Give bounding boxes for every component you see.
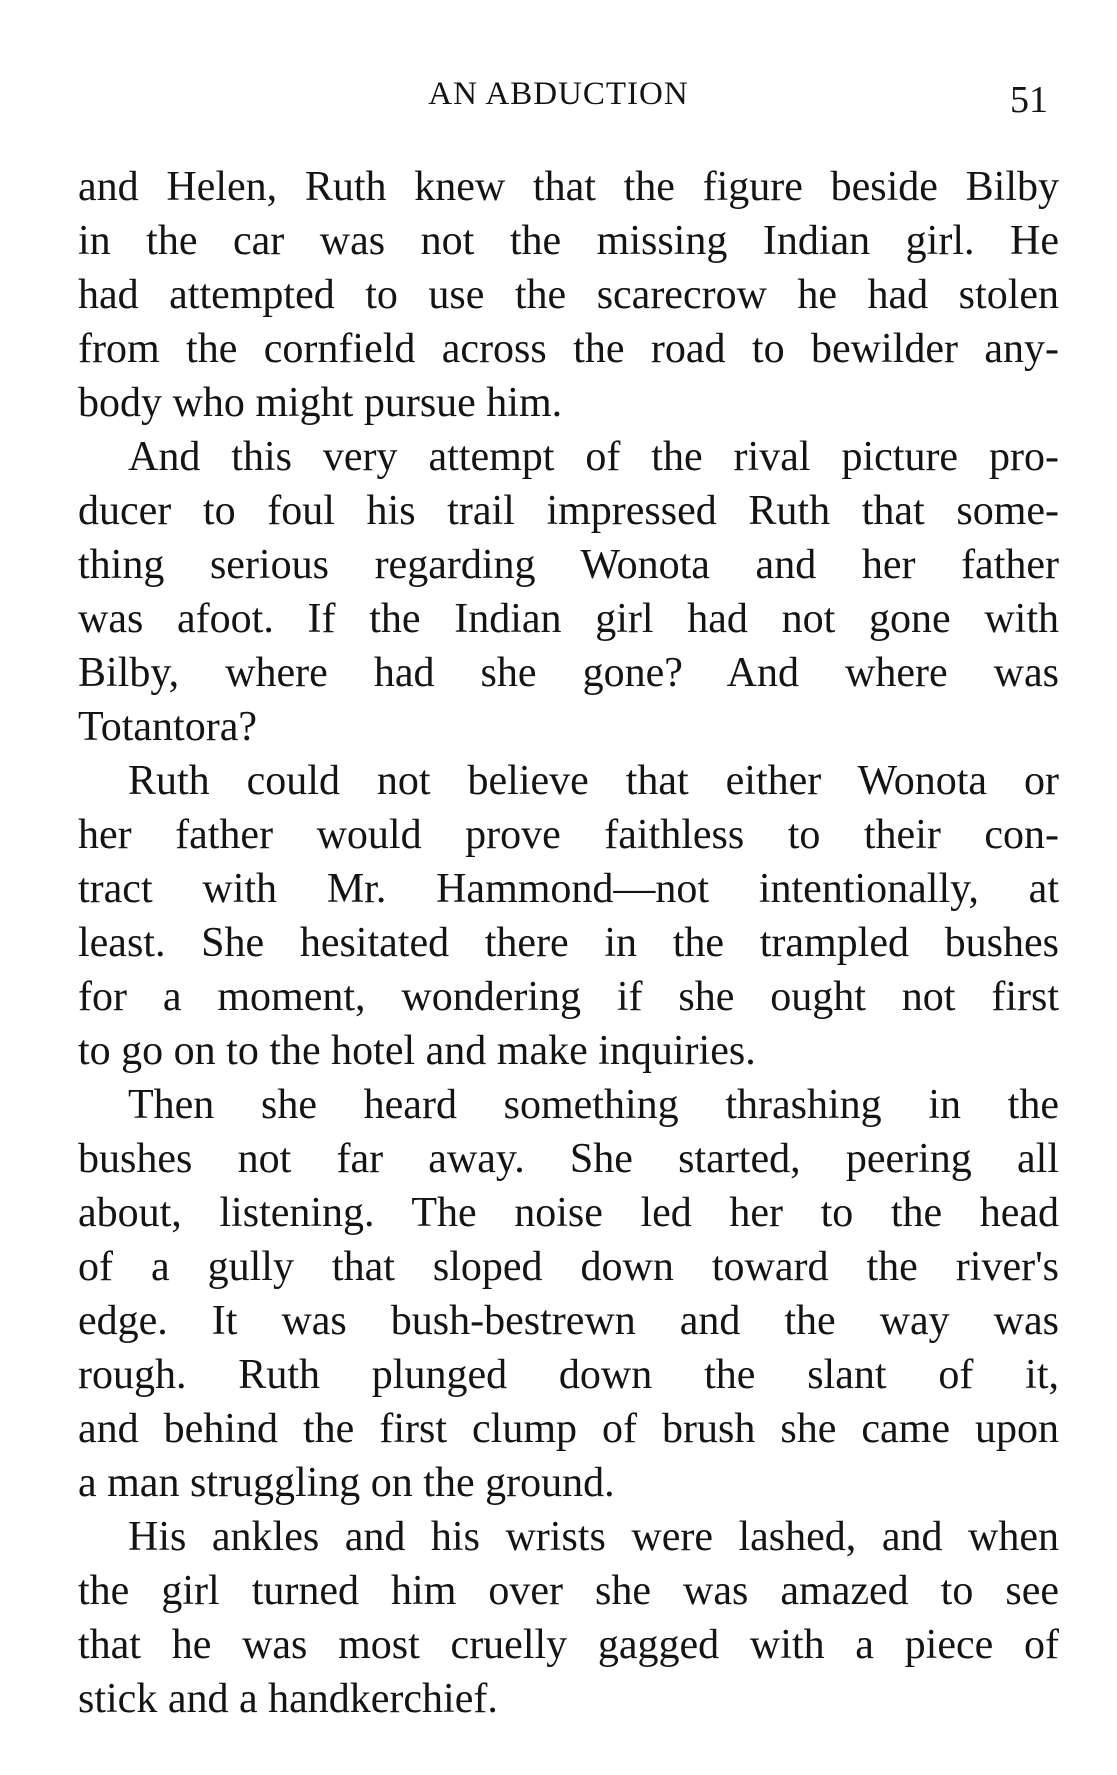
- text-line: Totantora?: [78, 704, 257, 750]
- text-line: stick and a handkerchief.: [78, 1676, 498, 1722]
- text-line: a man struggling on the ground.: [78, 1460, 615, 1506]
- text-line: that he was most cruelly gagged with a piece of: [78, 1622, 1059, 1668]
- text-line: about, listening. The noise led her to the head: [78, 1190, 1059, 1236]
- text-line: her father would prove faithless to their con-: [78, 812, 1059, 858]
- paragraph-5: [78, 1510, 1059, 1726]
- text-line: least. She hesitated there in the trampled bushes: [78, 920, 1059, 966]
- text-line: ducer to foul his trail impressed Ruth that some-: [78, 488, 1059, 534]
- text-line: thing serious regarding Wonota and her father: [78, 542, 1059, 588]
- text-line: His ankles and his wrists were lashed, and when: [128, 1514, 1059, 1560]
- text-line: for a moment, wondering if she ought not first: [78, 974, 1059, 1020]
- running-title: AN ABDUCTION: [428, 76, 689, 112]
- text-line: bushes not far away. She started, peering all: [78, 1136, 1059, 1182]
- paragraph-4: [78, 1078, 1059, 1510]
- running-head: [0, 72, 1117, 122]
- text-line: from the cornfield across the road to bewilder any-: [78, 326, 1059, 372]
- text-line: Ruth could not believe that either Wonota or: [128, 758, 1059, 804]
- text-line: And this very attempt of the rival picture pro-: [128, 434, 1059, 480]
- text-line: body who might pursue him.: [78, 380, 563, 426]
- text-line: and Helen, Ruth knew that the figure beside Bilby: [78, 164, 1059, 210]
- body-text: [78, 160, 1059, 1726]
- text-line: rough. Ruth plunged down the slant of it,: [78, 1352, 1059, 1398]
- text-line: Then she heard something thrashing in the: [128, 1082, 1059, 1128]
- paragraph-2: [78, 430, 1059, 754]
- text-line: had attempted to use the scarecrow he had stolen: [78, 272, 1059, 318]
- text-line: Bilby, where had she gone? And where was: [78, 650, 1059, 696]
- paragraph-3: [78, 754, 1059, 1078]
- text-line: tract with Mr. Hammond—not intentionally, at: [78, 866, 1059, 912]
- text-line: edge. It was bush-bestrewn and the way was: [78, 1298, 1059, 1344]
- text-line: to go on to the hotel and make inquiries.: [78, 1028, 756, 1074]
- page-number: 51: [1010, 79, 1048, 121]
- text-line: the girl turned him over she was amazed to see: [78, 1568, 1059, 1614]
- paragraph-1: [78, 160, 1059, 430]
- text-line: and behind the first clump of brush she came upon: [78, 1406, 1059, 1452]
- text-line: was afoot. If the Indian girl had not gone with: [78, 596, 1059, 642]
- text-line: in the car was not the missing Indian girl. He: [78, 218, 1059, 264]
- text-line: of a gully that sloped down toward the river's: [78, 1244, 1059, 1290]
